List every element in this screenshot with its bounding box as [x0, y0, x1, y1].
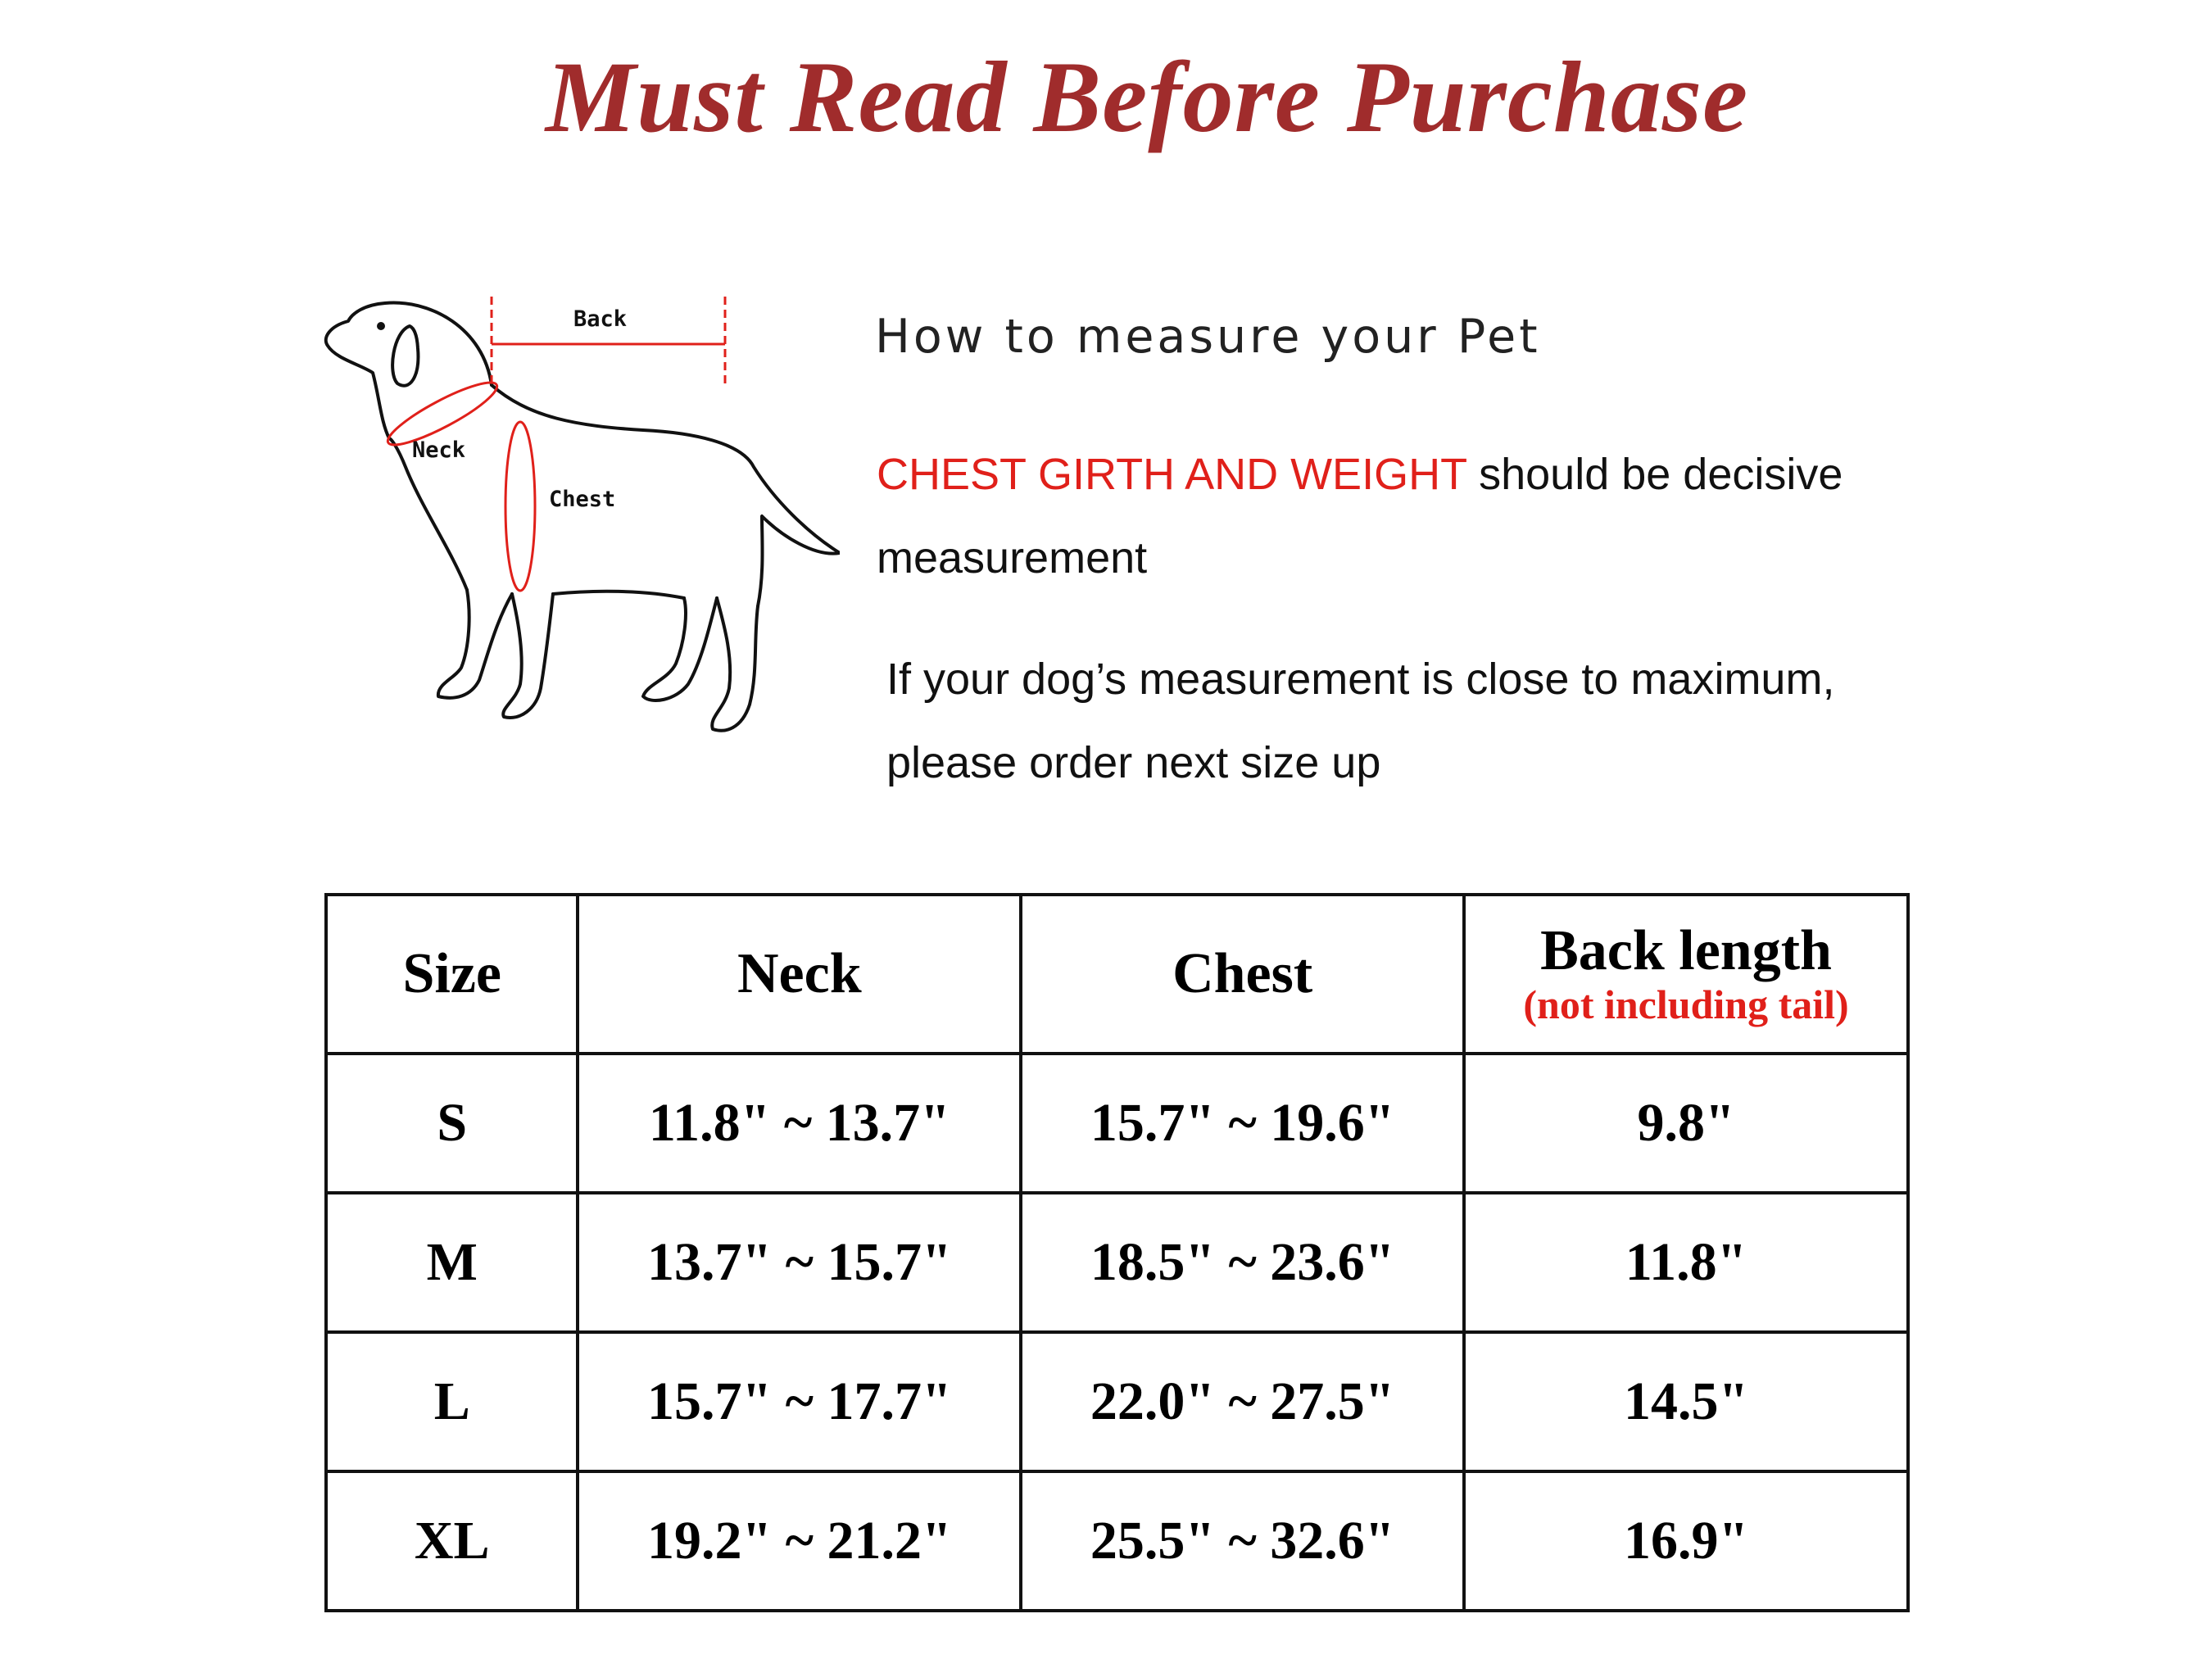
table-row — [326, 1054, 1908, 1193]
size-up-note: If your dog’s measurement is close to maximum, please order next size up — [886, 655, 1835, 787]
header-back-label: Back length — [1540, 919, 1832, 982]
cell-back: 9.8" — [1464, 1054, 1908, 1193]
header-back-length — [1464, 895, 1908, 1054]
header-neck: Neck — [578, 895, 1021, 1054]
table-row — [326, 1193, 1908, 1332]
header-chest: Chest — [1021, 895, 1464, 1054]
header-size: Size — [326, 895, 578, 1054]
header-back-note: (not including tail) — [1523, 981, 1849, 1027]
measure-heading: How to measure your Pet — [875, 310, 1541, 364]
cell-neck: 15.7" ~ 17.7" — [578, 1332, 1021, 1471]
table-header-row — [326, 895, 1908, 1054]
highlight-text: CHEST GIRTH AND WEIGHT — [877, 450, 1467, 499]
table-row — [326, 1332, 1908, 1471]
cell-neck: 19.2" ~ 21.2" — [578, 1471, 1021, 1611]
note-rest: should be decisive measurement — [877, 450, 1843, 582]
decisive-note — [877, 433, 1958, 600]
cell-chest: 25.5" ~ 32.6" — [1021, 1471, 1464, 1611]
cell-chest: 22.0" ~ 27.5" — [1021, 1332, 1464, 1471]
cell-size: S — [326, 1054, 578, 1193]
cell-neck: 13.7" ~ 15.7" — [578, 1193, 1021, 1332]
cell-back: 16.9" — [1464, 1471, 1908, 1611]
size-chart-table — [324, 893, 1910, 1612]
cell-back: 14.5" — [1464, 1332, 1908, 1471]
back-label: Back — [573, 306, 628, 332]
neck-label: Neck — [412, 437, 466, 463]
cell-back: 11.8" — [1464, 1193, 1908, 1332]
page-title: Must Read Before Purchase — [545, 41, 1749, 153]
cell-size: L — [326, 1332, 578, 1471]
table-row — [326, 1471, 1908, 1611]
cell-neck: 11.8" ~ 13.7" — [578, 1054, 1021, 1193]
dog-measurement-diagram — [315, 262, 840, 737]
cell-size: M — [326, 1193, 578, 1332]
cell-size: XL — [326, 1471, 578, 1611]
cell-chest: 18.5" ~ 23.6" — [1021, 1193, 1464, 1332]
cell-chest: 15.7" ~ 19.6" — [1021, 1054, 1464, 1193]
chest-label: Chest — [549, 487, 616, 512]
